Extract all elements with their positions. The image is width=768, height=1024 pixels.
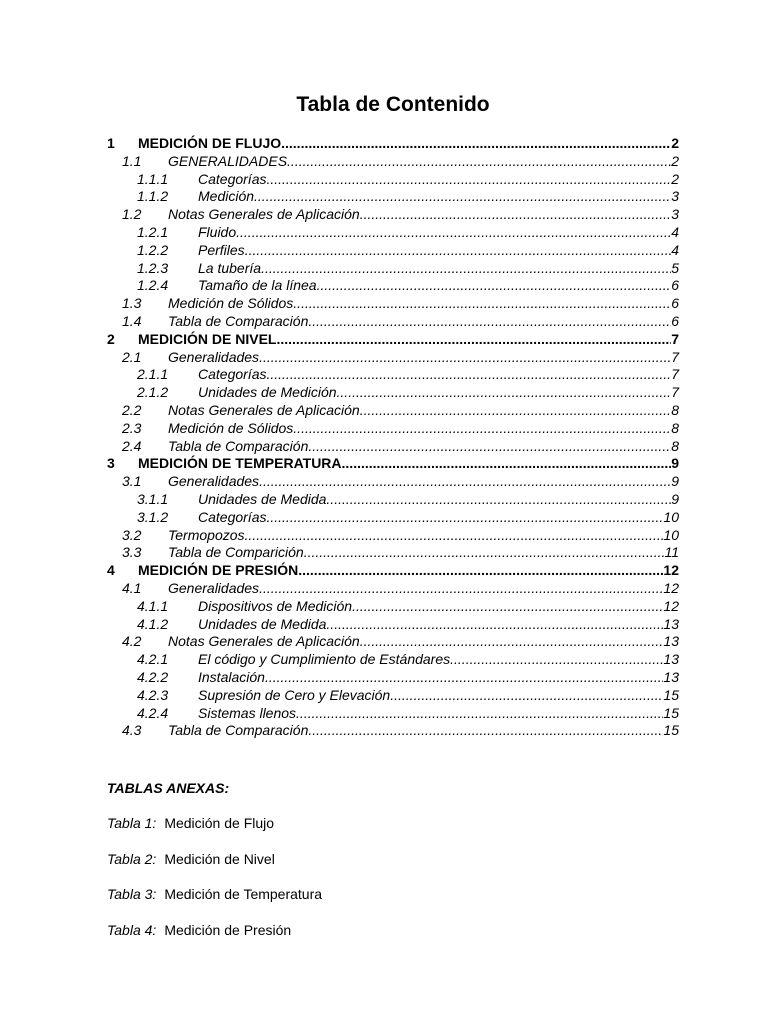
toc-entry-page: 7 — [671, 384, 679, 401]
toc-entry-leader — [198, 669, 679, 687]
toc-entry-text: La tubería — [198, 259, 262, 276]
toc-entry-text: MEDICIÓN DE TEMPERATURA — [138, 455, 342, 472]
toc-entry-text: Supresión de Cero y Elevación — [198, 686, 391, 703]
toc-entry-number: 2.3 — [122, 419, 142, 436]
toc-entry-leader — [138, 562, 679, 580]
toc-entry-page: 4 — [671, 241, 679, 258]
toc-entry-page: 10 — [663, 526, 679, 543]
toc-entry-leader — [198, 224, 679, 242]
toc-entry[interactable] — [0, 171, 768, 189]
toc-entry-leader — [138, 331, 679, 349]
toc-entry-number: 4.1.1 — [137, 597, 169, 614]
toc-dot-leader — [293, 420, 671, 438]
toc-entry-page: 3 — [671, 188, 679, 205]
toc-entry-text: MEDICIÓN DE FLUJO — [138, 135, 282, 151]
toc-entry-number: 4.2.4 — [137, 704, 169, 721]
toc-entry-page: 7 — [671, 348, 679, 365]
toc-entry-page: 7 — [671, 366, 679, 383]
toc-dot-leader — [259, 580, 663, 598]
toc-entry-page: 8 — [671, 401, 679, 418]
toc-entry-leader — [198, 491, 679, 509]
toc-entry-leader — [168, 527, 679, 545]
toc-entry-text: MEDICIÓN DE PRESIÓN — [138, 562, 299, 579]
toc-entry-page: 9 — [671, 455, 679, 472]
toc-dot-leader — [308, 438, 671, 456]
toc-entry-number: 1.1.1 — [137, 170, 169, 187]
toc-entry[interactable] — [0, 135, 768, 153]
toc-dot-leader — [236, 224, 671, 242]
toc-entry-leader — [168, 473, 679, 491]
table-of-contents — [0, 135, 768, 740]
toc-entry-number: 4.2.1 — [137, 651, 169, 668]
toc-entry-leader — [168, 402, 679, 420]
toc-entry-number: 4 — [107, 562, 115, 579]
toc-entry-number: 1.2.3 — [137, 259, 169, 276]
toc-dot-leader — [308, 722, 663, 740]
toc-entry-text: Notas Generales de Aplicación — [168, 401, 360, 418]
toc-entry-number: 3.1.1 — [137, 490, 169, 507]
toc-entry-leader — [168, 633, 679, 651]
toc-dot-leader — [276, 331, 671, 349]
toc-dot-leader — [352, 598, 663, 616]
annex-item-label: Tabla 3: — [107, 886, 157, 902]
toc-entry-number: 1.2.2 — [137, 241, 169, 258]
toc-entry-text: Notas Generales de Aplicación — [168, 633, 360, 650]
toc-entry-number: 1 — [107, 135, 115, 151]
toc-entry[interactable] — [0, 313, 768, 331]
toc-entry[interactable] — [0, 242, 768, 260]
toc-dot-leader — [266, 509, 663, 527]
toc-entry-leader — [198, 366, 679, 384]
toc-dot-leader — [245, 527, 664, 545]
toc-entry[interactable] — [0, 224, 768, 242]
toc-entry-text: Unidades de Medición — [198, 384, 337, 401]
toc-entry-leader — [198, 384, 679, 402]
toc-dot-leader — [304, 544, 665, 562]
toc-entry-page: 13 — [663, 668, 679, 685]
toc-entry-leader — [168, 295, 679, 313]
toc-dot-leader — [265, 669, 663, 687]
toc-entry[interactable] — [0, 402, 768, 420]
page-title: Tabla de Contenido — [296, 93, 490, 116]
annex-item-label: Tabla 1: — [107, 815, 157, 831]
toc-entry[interactable] — [0, 544, 768, 562]
toc-entry[interactable] — [0, 455, 768, 473]
toc-entry-page: 2 — [671, 152, 679, 169]
toc-entry-leader — [168, 313, 679, 331]
toc-entry-page: 15 — [663, 722, 679, 739]
toc-entry[interactable] — [0, 651, 768, 669]
toc-entry-page: 6 — [671, 295, 679, 312]
toc-entry-number: 1.2.1 — [137, 223, 169, 240]
toc-dot-leader — [245, 242, 672, 260]
toc-entry-number: 2 — [107, 330, 115, 347]
annex-item — [107, 850, 275, 868]
annex-item-label: Tabla 4: — [107, 921, 157, 938]
toc-dot-leader — [360, 402, 672, 420]
toc-entry-leader — [198, 242, 679, 260]
toc-dot-leader — [308, 313, 671, 331]
toc-entry[interactable] — [0, 295, 768, 313]
toc-entry-text: Tabla de Comparación — [168, 722, 309, 739]
toc-entry-page: 8 — [671, 419, 679, 436]
toc-entry-number: 4.3 — [122, 722, 142, 739]
toc-entry-leader — [138, 455, 679, 473]
toc-dot-leader — [390, 687, 663, 705]
toc-entry-leader — [198, 277, 679, 295]
toc-dot-leader — [261, 260, 671, 278]
toc-entry-leader — [198, 598, 679, 616]
toc-entry-leader — [168, 206, 679, 224]
toc-entry-text: Tamaño de la línea — [198, 277, 317, 294]
toc-entry-leader — [198, 687, 679, 705]
toc-dot-leader — [298, 562, 663, 580]
toc-dot-leader — [259, 473, 671, 491]
toc-entry-leader — [198, 260, 679, 278]
toc-entry-leader — [168, 722, 679, 740]
toc-entry-text: Generalidades — [168, 473, 260, 490]
toc-dot-leader — [266, 171, 671, 189]
toc-entry-number: 4.2.2 — [137, 668, 169, 685]
toc-entry-page: 12 — [663, 597, 679, 614]
toc-entry-leader — [168, 420, 679, 438]
toc-entry[interactable] — [0, 598, 768, 616]
toc-entry-number: 3.3 — [122, 544, 142, 561]
toc-entry-page: 10 — [663, 508, 679, 525]
toc-entry-text: Tabla de Comparición — [168, 544, 304, 561]
toc-entry-text: Medición — [198, 188, 255, 205]
toc-dot-leader — [337, 384, 672, 402]
toc-entry-number: 1.3 — [122, 295, 142, 312]
toc-entry[interactable] — [0, 420, 768, 438]
toc-entry-page: 6 — [671, 312, 679, 329]
toc-entry[interactable] — [0, 491, 768, 509]
toc-entry[interactable] — [0, 616, 768, 634]
toc-entry[interactable] — [0, 188, 768, 206]
toc-entry-text: Instalación — [198, 668, 265, 685]
toc-entry-page: 2 — [671, 135, 679, 151]
toc-entry-text: Fluido — [198, 223, 237, 240]
toc-entry[interactable] — [0, 277, 768, 295]
toc-entry-page: 13 — [663, 633, 679, 650]
toc-entry-leader — [198, 171, 679, 189]
toc-entry-page: 6 — [671, 277, 679, 294]
annex-item-name: Medición de Flujo — [164, 815, 275, 831]
toc-entry-page: 15 — [663, 686, 679, 703]
toc-entry-number: 2.1.2 — [137, 384, 169, 401]
annex-item — [107, 814, 274, 832]
toc-entry-text: Sistemas llenos — [198, 704, 297, 721]
toc-dot-leader — [360, 206, 672, 224]
toc-entry-page: 13 — [663, 615, 679, 632]
toc-entry-text: Medición de Sólidos — [168, 419, 294, 436]
toc-entry-number: 4.1 — [122, 579, 142, 596]
toc-dot-leader — [326, 491, 671, 509]
toc-entry-page: 13 — [663, 651, 679, 668]
toc-entry[interactable] — [0, 722, 768, 740]
annex-section — [107, 778, 323, 938]
toc-entry[interactable] — [0, 438, 768, 456]
toc-entry-page: 15 — [663, 704, 679, 721]
toc-entry-leader — [168, 580, 679, 598]
toc-entry-leader — [198, 509, 679, 527]
toc-entry-number: 1.2 — [122, 206, 142, 223]
toc-entry-text: Generalidades — [168, 348, 260, 365]
toc-dot-leader — [254, 188, 671, 206]
toc-entry-number: 2.1.1 — [137, 366, 169, 383]
toc-dot-leader — [281, 135, 671, 153]
annex-item-label: Tabla 2: — [107, 850, 157, 867]
toc-dot-leader — [360, 633, 664, 651]
toc-entry-text: Categorías — [198, 170, 267, 187]
toc-entry[interactable] — [0, 509, 768, 527]
toc-entry-text: Termopozos — [168, 526, 245, 543]
toc-entry-text: Unidades de Medida — [198, 490, 327, 507]
toc-entry[interactable] — [0, 260, 768, 278]
toc-entry-number: 3.1 — [122, 473, 142, 490]
toc-entry-number: 1.1.2 — [137, 188, 169, 205]
toc-entry-leader — [168, 438, 679, 456]
toc-entry[interactable] — [0, 206, 768, 224]
toc-entry-leader — [168, 153, 679, 171]
toc-dot-leader — [287, 153, 671, 171]
toc-entry-page: 2 — [671, 170, 679, 187]
toc-dot-leader — [293, 295, 671, 313]
toc-entry-text: Perfiles — [198, 241, 245, 258]
toc-dot-leader — [259, 349, 671, 367]
toc-dot-leader — [266, 366, 671, 384]
toc-entry-number: 1.2.4 — [137, 277, 169, 294]
toc-entry-page: 3 — [671, 206, 679, 223]
toc-entry-text: Categorías — [198, 366, 267, 383]
annex-item-name: Medición de Presión — [164, 921, 292, 938]
toc-entry-leader — [198, 705, 679, 723]
toc-entry-number: 4.2.3 — [137, 686, 169, 703]
toc-entry-number: 4.1.2 — [137, 615, 169, 632]
toc-entry-leader — [198, 188, 679, 206]
annex-item — [107, 885, 322, 903]
toc-entry[interactable] — [0, 153, 768, 171]
toc-entry[interactable] — [0, 633, 768, 651]
toc-entry-number: 2.4 — [122, 437, 142, 454]
annex-title: TABLAS ANEXAS: — [107, 780, 230, 796]
toc-entry-text: Unidades de Medida — [198, 615, 327, 632]
annex-item — [107, 921, 291, 939]
toc-entry-page: 9 — [671, 490, 679, 507]
toc-entry-page: 7 — [671, 330, 679, 347]
toc-entry[interactable] — [0, 527, 768, 545]
toc-entry-number: 2.1 — [122, 348, 142, 365]
toc-entry-leader — [198, 651, 679, 669]
toc-dot-leader — [450, 651, 663, 669]
toc-dot-leader — [296, 705, 663, 723]
toc-entry[interactable] — [0, 349, 768, 367]
toc-entry[interactable] — [0, 366, 768, 384]
toc-entry-leader — [168, 544, 679, 562]
toc-entry-page: 11 — [664, 544, 679, 561]
toc-entry-leader — [198, 616, 679, 634]
toc-entry-text: Generalidades — [168, 579, 260, 596]
annex-item-name: Medición de Nivel — [164, 850, 275, 867]
toc-entry-number: 3.2 — [122, 526, 142, 543]
toc-entry-page: 12 — [663, 562, 679, 579]
toc-entry-number: 2.2 — [122, 401, 142, 418]
toc-entry-page: 8 — [671, 437, 679, 454]
toc-entry-page: 12 — [663, 579, 679, 596]
toc-entry-leader — [168, 349, 679, 367]
toc-dot-leader — [342, 455, 672, 473]
toc-entry-text: El código y Cumplimiento de Estándares — [198, 651, 451, 668]
toc-entry[interactable] — [0, 331, 768, 349]
toc-entry[interactable] — [0, 384, 768, 402]
toc-entry[interactable] — [0, 562, 768, 580]
toc-entry-page: 5 — [671, 259, 679, 276]
annex-item-name: Medición de Temperatura — [164, 886, 323, 902]
toc-entry-text: Categorías — [198, 508, 267, 525]
toc-entry[interactable] — [0, 473, 768, 491]
toc-entry-text: Notas Generales de Aplicación — [168, 206, 360, 223]
toc-entry-number: 3 — [107, 455, 115, 472]
toc-entry[interactable] — [0, 669, 768, 687]
toc-entry-text: Tabla de Comparación — [168, 437, 309, 454]
toc-entry-text: MEDICIÓN DE NIVEL — [138, 330, 277, 347]
toc-dot-leader — [326, 616, 663, 634]
toc-entry-number: 3.1.2 — [137, 508, 169, 525]
toc-dot-leader — [317, 277, 672, 295]
toc-entry-text: Tabla de Comparación — [168, 312, 309, 329]
toc-entry-page: 9 — [671, 473, 679, 490]
toc-entry-text: Medición de Sólidos — [168, 295, 294, 312]
toc-entry[interactable] — [0, 705, 768, 723]
toc-entry-leader — [138, 135, 679, 153]
toc-entry-number: 1.1 — [122, 152, 142, 169]
toc-entry[interactable] — [0, 687, 768, 705]
toc-entry-page: 4 — [671, 223, 679, 240]
toc-entry-text: GENERALIDADES — [168, 152, 288, 169]
toc-entry-number: 1.4 — [122, 312, 142, 329]
toc-entry-text: Dispositivos de Medición — [198, 597, 353, 614]
toc-entry-number: 4.2 — [122, 633, 142, 650]
toc-entry[interactable] — [0, 580, 768, 598]
